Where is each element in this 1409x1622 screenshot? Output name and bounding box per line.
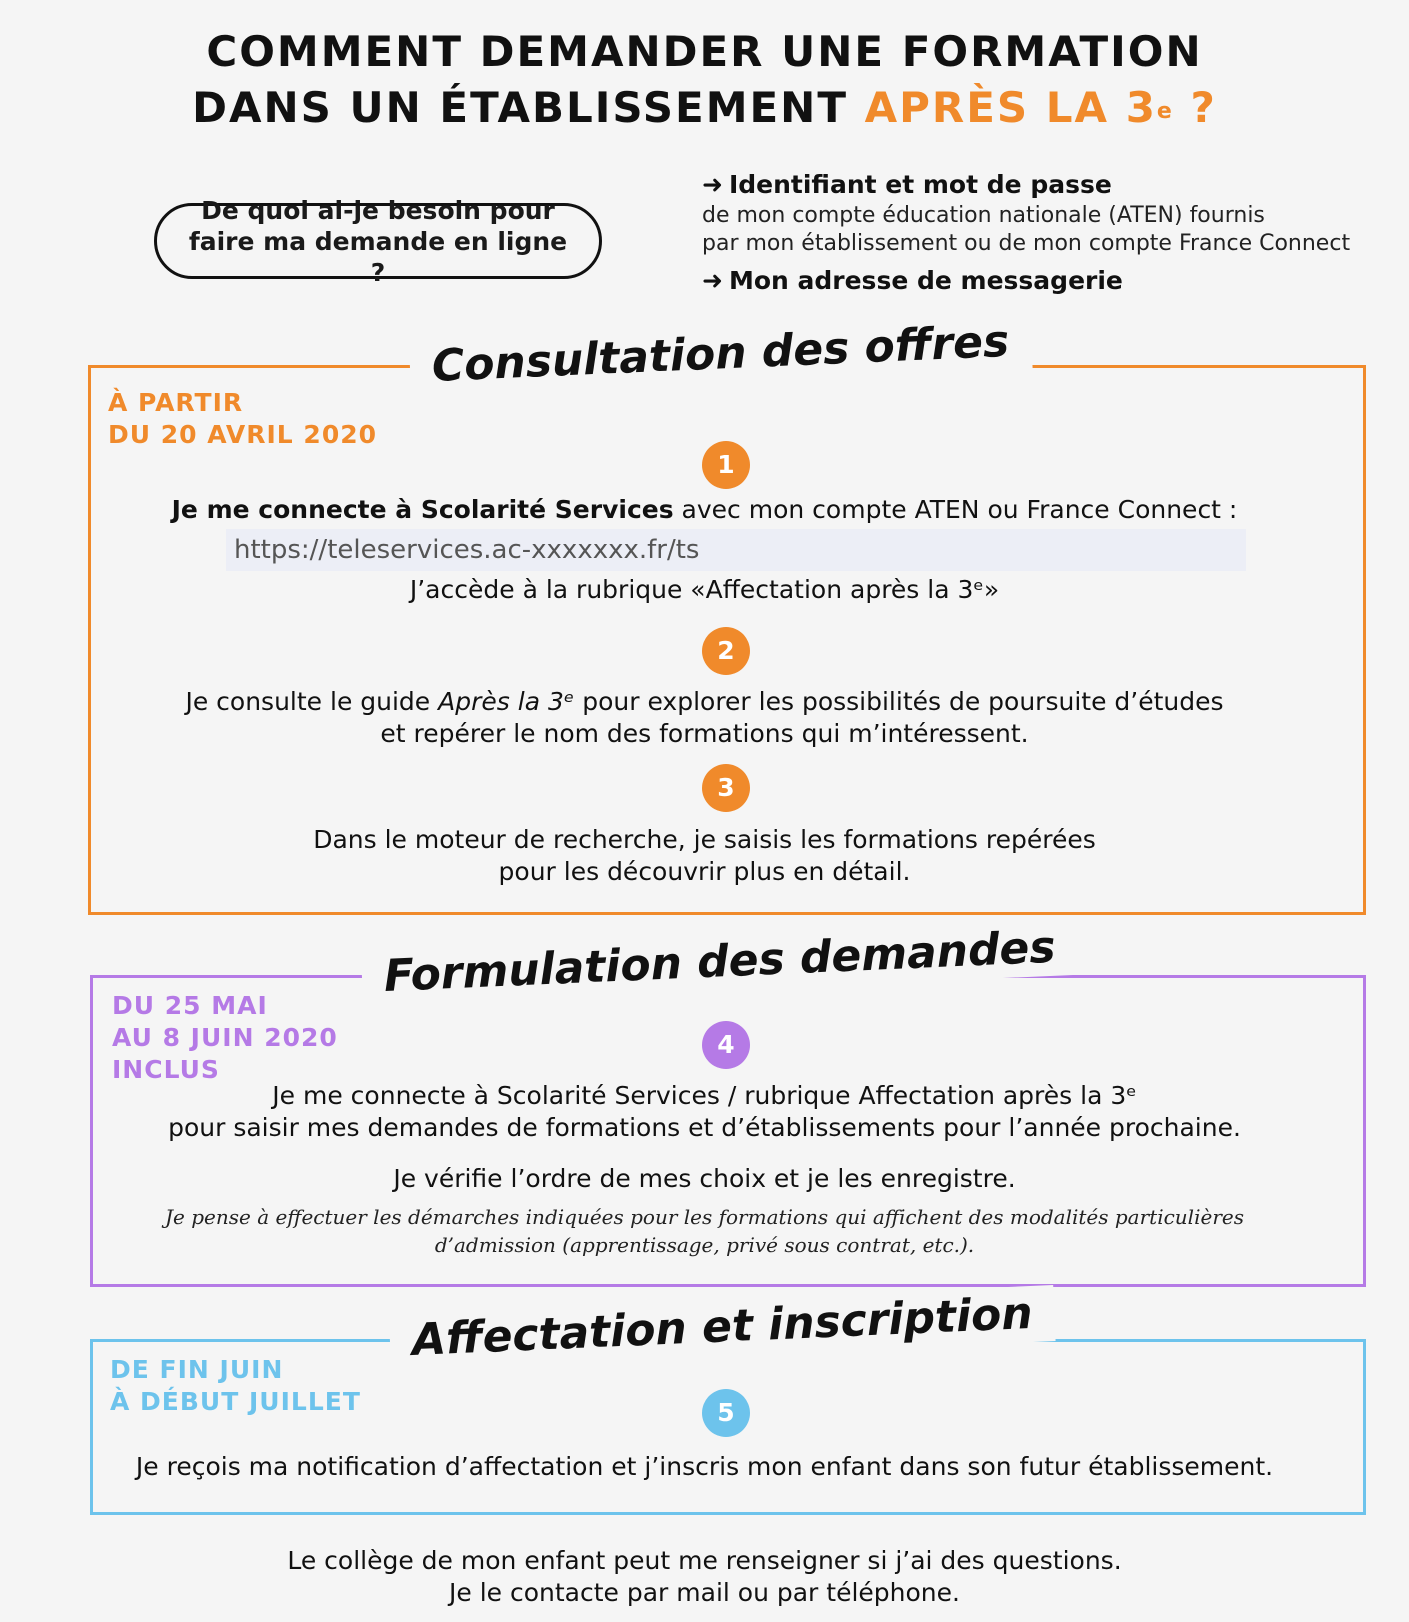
title-accent (865, 83, 1217, 132)
title-line-1: COMMENT DEMANDER UNE FORMATION (206, 27, 1203, 76)
page-title (0, 24, 1409, 136)
section-formulation-date (112, 990, 338, 1086)
date-line-2: AU 8 JUIN 2020 (112, 1023, 338, 1052)
arrow-right-icon: ➜ (702, 266, 723, 295)
need-item-credentials-desc-2: par mon établissement ou de mon compte France Connect (702, 231, 1351, 256)
step-2-guide-title: Après la 3ᵉ (438, 687, 575, 716)
footer-line-2: Je le contacte par mail ou par téléphone. (449, 1578, 960, 1607)
step-number-5: 5 (702, 1389, 750, 1437)
need-item-credentials (702, 168, 1402, 202)
section-consultation-title: Consultation des offres (409, 313, 1032, 396)
step-number-2: 2 (702, 627, 750, 675)
title-accent-text: APRÈS LA 3 (864, 83, 1157, 132)
step-number-1: 1 (702, 441, 750, 489)
step-4-note-line-2: d’admission (apprentissage, privé sous contrat, etc.). (434, 1233, 975, 1257)
section-affectation-title: Affectation et inscription (389, 1285, 1056, 1370)
step-2-part-b: pour explorer les possibilités de poursuite d’études (574, 687, 1224, 716)
section-formulation-title: Formulation des demandes (361, 919, 1079, 1006)
step-2-line-1 (0, 686, 1409, 718)
step-4-line-1: Je me connecte à Scolarité Services / rubrique Affectation après la 3ᵉ (272, 1081, 1137, 1110)
section-affectation-date (110, 1354, 361, 1418)
footer-line-1: Le collège de mon enfant peut me renseigner si j’ai des questions. (287, 1546, 1122, 1575)
title-line-2-prefix: DANS UN ÉTABLISSEMENT (192, 83, 865, 132)
url-address-bar: https://teleservices.ac-xxxxxxx.fr/ts (226, 529, 1246, 571)
title-superscript: e (1156, 99, 1174, 124)
date-line-1: À PARTIR (108, 388, 244, 417)
need-item-email (702, 264, 1402, 298)
date-line-2: DU 20 AVRIL 2020 (108, 420, 378, 449)
step-4-line-2: pour saisir mes demandes de formations et d’établissements pour l’année prochaine. (168, 1113, 1241, 1142)
step-4-line-3: Je vérifie l’ordre de mes choix et je les enregistre. (393, 1164, 1016, 1193)
date-line-3: INCLUS (112, 1055, 220, 1084)
date-line-1: DE FIN JUIN (110, 1355, 284, 1384)
title-question-mark: ? (1173, 83, 1217, 132)
needs-list (702, 168, 1402, 298)
date-line-1: DU 25 MAI (112, 991, 268, 1020)
arrow-right-icon: ➜ (702, 170, 723, 199)
needs-question-text: De quoi ai-je besoin pour faire ma demande en ligne ? (188, 195, 568, 287)
step-1-rest: avec mon compte ATEN ou France Connect : (673, 495, 1238, 524)
step-1-line-2: J’accède à la rubrique «Affectation après la 3ᵉ» (409, 575, 1000, 604)
step-2-part-a: Je consulte le guide (185, 687, 439, 716)
needs-question-pill (154, 195, 602, 287)
step-1-text (0, 494, 1409, 526)
step-1-bold: Je me connecte à Scolarité Services (171, 495, 674, 524)
step-number-4: 4 (702, 1021, 750, 1069)
need-item-email-title: Mon adresse de messagerie (728, 266, 1123, 295)
step-3-line-1: Dans le moteur de recherche, je saisis les formations repérées (313, 825, 1096, 854)
need-item-credentials-title: Identifiant et mot de passe (728, 170, 1112, 199)
step-4-note-line-1: Je pense à effectuer les démarches indiquées pour les formations qui affichent des modalités particulières (165, 1205, 1244, 1229)
step-5-line: Je reçois ma notification d’affectation et j’inscris mon enfant dans son futur établissement. (135, 1452, 1274, 1481)
title-line-2 (0, 80, 1409, 136)
step-2-line-2: et repérer le nom des formations qui m’intéressent. (380, 719, 1029, 748)
section-consultation-date (108, 387, 377, 451)
step-number-3: 3 (702, 764, 750, 812)
date-line-2: À DÉBUT JUILLET (110, 1387, 361, 1416)
need-item-credentials-desc-1: de mon compte éducation nationale (ATEN) fournis (702, 203, 1265, 228)
step-3-line-2: pour les découvrir plus en détail. (498, 857, 911, 886)
